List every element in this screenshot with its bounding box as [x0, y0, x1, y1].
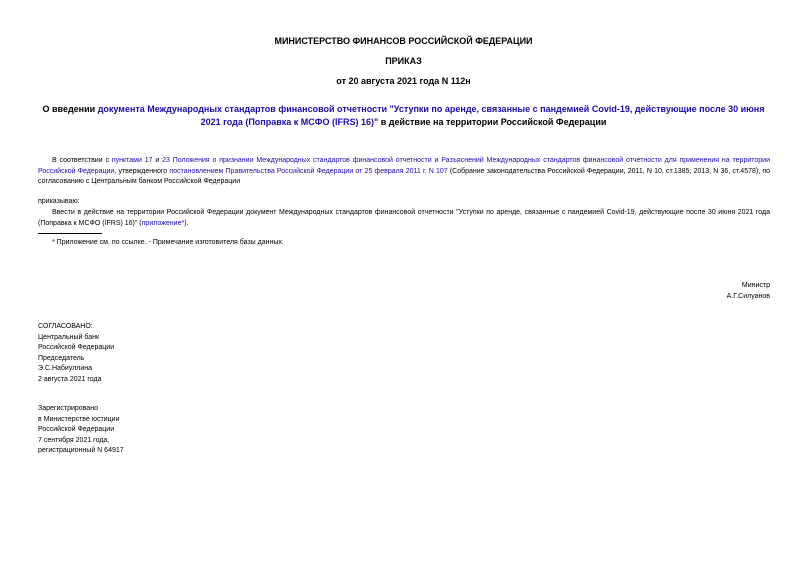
doc-type-heading: ПРИКАЗ [385, 56, 422, 66]
p1-text-e: (Собрание законодательства Российской Федерации, 2011, N 10, ст.1385; 2013, N 36, ст.4578), по согласованию с Центральным банком Российской Федерации [38, 167, 771, 185]
registration-line: Российской Федерации [38, 426, 115, 433]
p1-text-b: и [152, 157, 163, 164]
registration-line: Зарегистрировано [38, 405, 98, 412]
registration-line: в Министерстве юстиции [38, 415, 120, 423]
p2-text-a: Ввести в действие на территории Российской Федерации документ Международных стандартов финансовой отчетности "Уступки по аренде, связанные с пандемией Covid-19, действующие после 30 июня 2021 года (Поправка к МСФО (IFRS) 16)" ( [38, 209, 770, 227]
p1-text-a: В соответствии с [52, 157, 112, 164]
agreed-line: Центральный банк [38, 333, 100, 341]
signature-name: А.Г.Силуанов [726, 292, 770, 300]
signature-position: Министр [741, 282, 770, 289]
link-appendix[interactable]: приложение* [141, 219, 185, 227]
link-points-17[interactable]: пунктами 17 [111, 157, 153, 164]
agreed-line: Председатель [38, 354, 85, 362]
agreed-line: Российской Федерации [38, 344, 115, 351]
registration-block [38, 404, 124, 457]
p2-text-b: ). [184, 219, 189, 227]
link-point-23[interactable]: 23 [162, 157, 170, 164]
link-government-decree[interactable]: постановлением Правительства Российской Федерации от 25 февраля 2011 г. N 107 [169, 167, 448, 175]
title-prefix: О введении [42, 104, 98, 114]
footnote-divider [38, 233, 102, 234]
order-paragraph [38, 208, 770, 229]
link-regulation[interactable]: Положения о признании Международных стандартов финансовой отчетности и Разъяснений Международных стандартов финансовой отчетности для применения на территории Российской Федерации [38, 157, 770, 175]
ministry-heading: МИНИСТЕРСТВО ФИНАНСОВ РОССИЙСКОЙ ФЕДЕРАЦИИ [274, 36, 533, 46]
title-document-link[interactable]: документа Международных стандартов финансовой отчетности "Уступки по аренде, связанные с пандемией Covid-19, действующие после 30 июня 2021 года (Поправка к МСФО (IFRS) 16)" [97, 104, 765, 127]
agreed-line: Э.С.Набиуллина [38, 365, 93, 372]
title-suffix: в действие на территории Российской Федерации [378, 116, 607, 127]
order-word: приказываю: [38, 198, 80, 205]
agreed-label: СОГЛАСОВАНО: [38, 323, 93, 330]
basis-paragraph [38, 156, 770, 188]
agreed-block [38, 322, 114, 385]
registration-line: 7 сентября 2021 года, [38, 436, 110, 444]
agreed-line: 2 августа 2021 года [38, 375, 102, 383]
signature-block [727, 281, 770, 302]
registration-line: регистрационный N 64917 [38, 447, 124, 454]
footnote: * Приложение см. по ссылке. - Примечание изготовителя базы данных. [52, 239, 284, 246]
date-number-heading: от 20 августа 2021 года N 112н [336, 76, 471, 86]
p1-text-d: , утвержденного [114, 167, 170, 175]
document-title [36, 103, 771, 128]
